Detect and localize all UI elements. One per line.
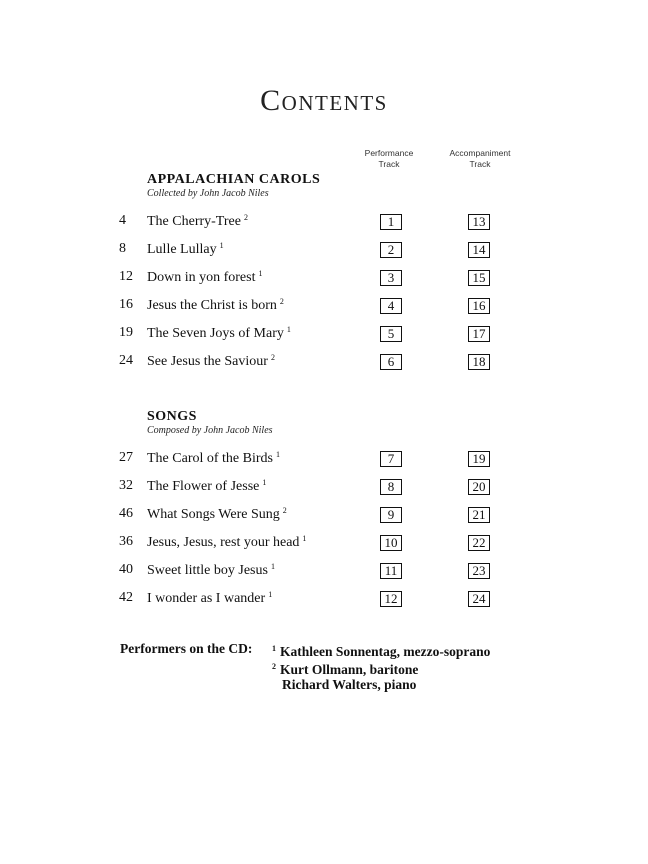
accompaniment-track-number: 16 [468, 298, 490, 314]
page-number: 4 [119, 213, 126, 228]
accompaniment-header-line-2: Track [469, 159, 491, 169]
performer-footnote: 2 [270, 353, 275, 362]
performer-footnote: 1 [268, 590, 273, 599]
performer-footnote: 1 [219, 241, 224, 250]
contents-row [0, 324, 648, 344]
contents-row [0, 449, 648, 469]
performer-footnote: 2 [243, 213, 248, 222]
song-title [147, 478, 266, 495]
song-title [147, 450, 280, 467]
song-title-text: See Jesus the Saviour [147, 354, 268, 369]
song-title-text: Jesus the Christ is born [147, 298, 277, 313]
performance-track-number: 7 [380, 451, 402, 467]
accompaniment-track-number: 21 [468, 507, 490, 523]
page-title: Contents [260, 84, 388, 117]
page-number: 32 [119, 478, 133, 493]
performance-track-number: 2 [380, 242, 402, 258]
page-number: 42 [119, 590, 133, 605]
page-number: 8 [119, 241, 126, 256]
section-subtitle-appalachian-carols: Collected by John Jacob Niles [147, 188, 269, 199]
performer-footnote: 1 [270, 562, 275, 571]
performer-footnote: 1 [302, 534, 307, 543]
song-title-text: The Seven Joys of Mary [147, 326, 284, 341]
performer-name: Richard Walters, piano [282, 677, 417, 692]
contents-row [0, 240, 648, 260]
accompaniment-track-number: 23 [468, 563, 490, 579]
contents-row [0, 505, 648, 525]
page-number: 40 [119, 562, 133, 577]
performer-footnote: 1 [286, 325, 291, 334]
song-title [147, 353, 275, 370]
song-title-text: Sweet little boy Jesus [147, 563, 268, 578]
performers-label: Performers on the CD: [120, 641, 253, 656]
performance-track-number: 10 [380, 535, 402, 551]
performer-footnote: 1 [262, 478, 267, 487]
performer-name: Kurt Ollmann, baritone [280, 662, 419, 677]
song-title-text: Lulle Lullay [147, 242, 217, 257]
performance-track-number: 3 [380, 270, 402, 286]
contents-row [0, 589, 648, 609]
performer-entry [272, 676, 490, 694]
performer-footnote: 2 [279, 297, 284, 306]
performance-header-line-2: Track [378, 159, 400, 169]
performance-track-header [354, 148, 424, 170]
contents-row [0, 561, 648, 581]
section-title-songs: SONGS [147, 409, 197, 424]
page-number: 36 [119, 534, 133, 549]
song-title-text: The Carol of the Birds [147, 451, 273, 466]
performers-list [272, 640, 490, 694]
accompaniment-track-number: 20 [468, 479, 490, 495]
song-title [147, 562, 275, 579]
contents-row [0, 296, 648, 316]
performer-name: Kathleen Sonnentag, mezzo-soprano [280, 644, 491, 659]
song-title-text: Down in yon forest [147, 270, 256, 285]
accompaniment-track-header [440, 148, 520, 170]
performance-header-line-1: Performance [364, 148, 414, 158]
song-title [147, 297, 284, 314]
performer-footnote: 1 [275, 450, 280, 459]
performance-track-number: 5 [380, 326, 402, 342]
accompaniment-track-number: 15 [468, 270, 490, 286]
performer-entry [272, 658, 490, 676]
contents-row [0, 477, 648, 497]
performer-footnote: 2 [282, 506, 287, 515]
performance-track-number: 4 [380, 298, 402, 314]
performer-footnote: 1 [258, 269, 263, 278]
song-title-text: What Songs Were Sung [147, 507, 280, 522]
song-title [147, 590, 272, 607]
accompaniment-track-number: 24 [468, 591, 490, 607]
page-number: 16 [119, 297, 133, 312]
performer-note: 2 [272, 662, 276, 671]
accompaniment-track-number: 17 [468, 326, 490, 342]
contents-row [0, 212, 648, 232]
accompaniment-track-number: 19 [468, 451, 490, 467]
song-title-text: The Flower of Jesse [147, 479, 260, 494]
performance-track-number: 11 [380, 563, 402, 579]
accompaniment-track-number: 18 [468, 354, 490, 370]
page-number: 19 [119, 325, 133, 340]
performance-track-number: 9 [380, 507, 402, 523]
performance-track-number: 1 [380, 214, 402, 230]
song-title-text: Jesus, Jesus, rest your head [147, 535, 300, 550]
accompaniment-track-number: 14 [468, 242, 490, 258]
page-number: 27 [119, 450, 133, 465]
contents-row [0, 268, 648, 288]
song-title [147, 241, 224, 258]
accompaniment-header-line-1: Accompaniment [449, 148, 511, 158]
song-title [147, 213, 248, 230]
performer-note: 1 [272, 644, 276, 653]
contents-row [0, 352, 648, 372]
accompaniment-track-number: 22 [468, 535, 490, 551]
song-title [147, 506, 287, 523]
section-subtitle-songs: Composed by John Jacob Niles [147, 425, 273, 436]
performer-entry [272, 640, 490, 658]
performance-track-number: 12 [380, 591, 402, 607]
page-number: 12 [119, 269, 133, 284]
accompaniment-track-number: 13 [468, 214, 490, 230]
song-title-text: The Cherry-Tree [147, 214, 241, 229]
contents-row [0, 533, 648, 553]
performance-track-number: 8 [380, 479, 402, 495]
song-title-text: I wonder as I wander [147, 591, 266, 606]
page-number: 46 [119, 506, 133, 521]
section-title-appalachian-carols: APPALACHIAN CAROLS [147, 172, 321, 187]
performance-track-number: 6 [380, 354, 402, 370]
song-title [147, 325, 291, 342]
song-title [147, 269, 263, 286]
song-title [147, 534, 306, 551]
page-number: 24 [119, 353, 133, 368]
